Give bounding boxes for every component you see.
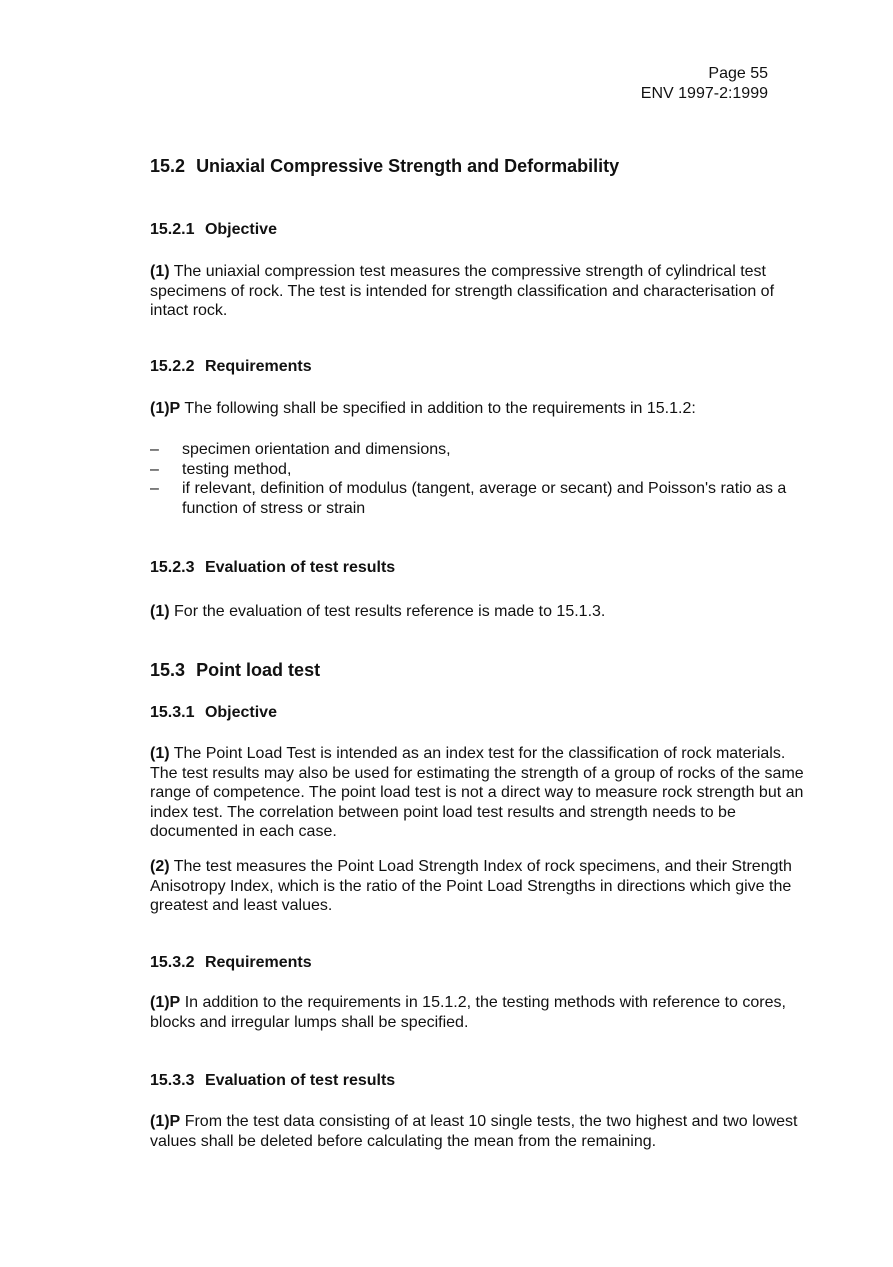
list-dash: –	[150, 480, 159, 497]
paragraph-15-3-2-1: (1)P In addition to the requirements in 15.1.2, the testing methods with reference to cores, blocks and irregular lumps shall be specified.	[150, 994, 786, 1031]
list-dash: –	[150, 441, 159, 458]
list-item: – specimen orientation and dimensions,	[150, 441, 451, 458]
section-heading-15-3: 15.3 Point load test	[150, 660, 321, 680]
subsection-heading-15-2-2: 15.2.2 Requirements	[150, 358, 312, 375]
paragraph-15-3-3-1: (1)P From the test data consisting of at least 10 single tests, the two highest and two lowest values shall be deleted before calculating the mean from the remaining.	[150, 1113, 798, 1150]
requirements-list	[150, 440, 810, 518]
paragraph-15-2-2-1: (1)P The following shall be specified in addition to the requirements in 15.1.2:	[150, 400, 696, 417]
subsection-heading-15-2-1: 15.2.1 Objective	[150, 221, 277, 238]
section-heading-15-2: 15.2 Uniaxial Compressive Strength and Deformability	[150, 156, 620, 176]
list-item: – testing method,	[150, 460, 292, 478]
paragraph-15-2-3-1: (1) For the evaluation of test results reference is made to 15.1.3.	[150, 603, 606, 620]
page-header	[641, 64, 768, 104]
subsection-heading-15-3-1: 15.3.1 Objective	[150, 704, 277, 721]
list-item: – if relevant, definition of modulus (tangent, average or secant) and Poisson's ratio as a function of stress or strain	[150, 480, 787, 517]
paragraph-15-3-1-1: (1) The Point Load Test is intended as an index test for the classification of rock materials. The test results may also be used for estimating the strength of a group of rocks of the same range of competence. The point load test is not a direct way to measure rock strength but an index test. The correlation between point load test results and strength needs to be documented in each case.	[150, 745, 804, 840]
page-number: Page 55	[708, 65, 768, 82]
document-id: ENV 1997-2:1999	[640, 85, 768, 102]
paragraph-15-3-1-2: (2) The test measures the Point Load Strength Index of rock specimens, and their Strength Anisotropy Index, which is the ratio of the Point Load Strengths in directions which give the greatest and least values.	[150, 858, 792, 914]
list-dash: –	[150, 460, 159, 478]
paragraph-15-2-1-1: (1) The uniaxial compression test measures the compressive strength of cylindrical test specimens of rock. The test is intended for strength classification and characterisation of intact rock.	[150, 263, 775, 319]
subsection-heading-15-3-2: 15.3.2 Requirements	[150, 954, 312, 971]
subsection-heading-15-3-3: 15.3.3 Evaluation of test results	[150, 1072, 396, 1089]
subsection-heading-15-2-3: 15.2.3 Evaluation of test results	[150, 559, 396, 576]
